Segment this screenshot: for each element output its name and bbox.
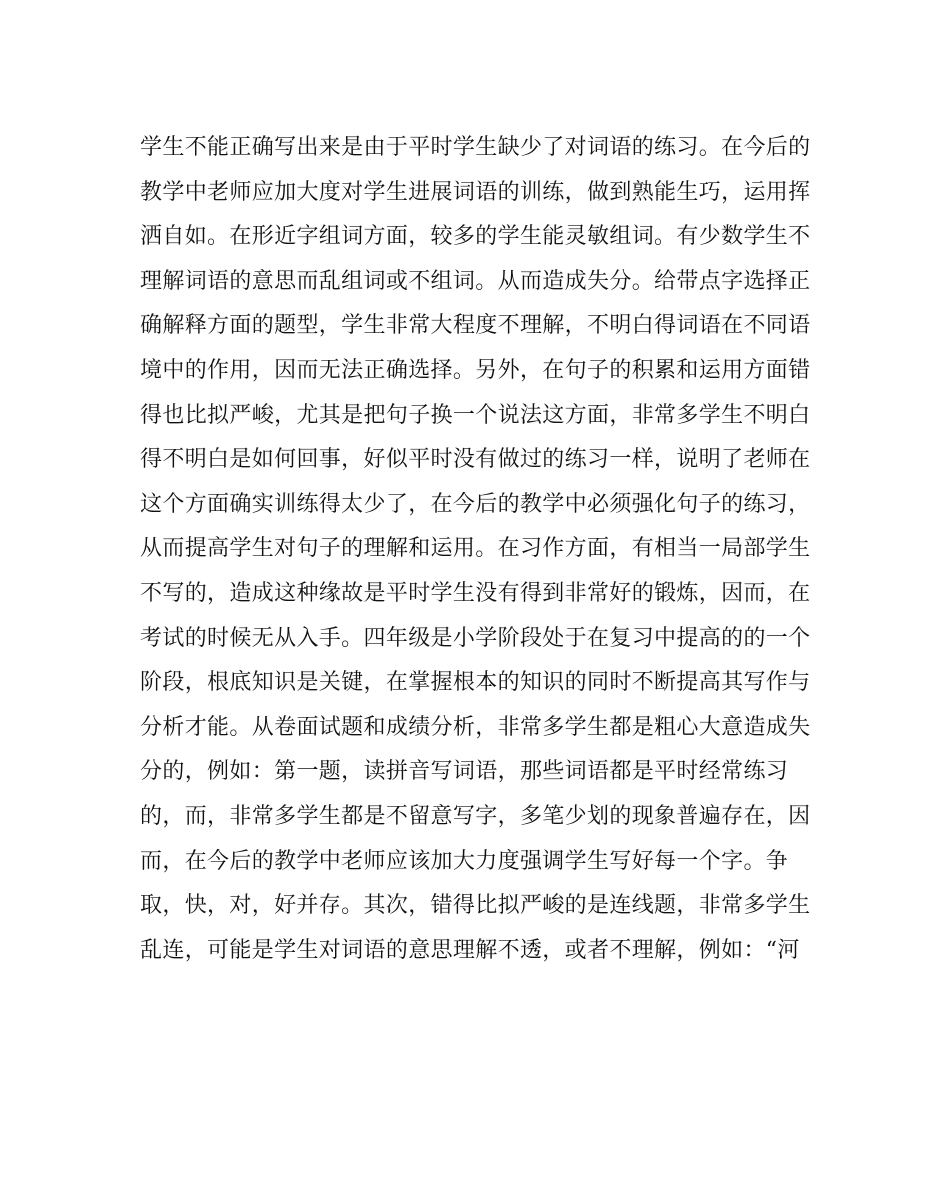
text-line-8: 得不明白是如何回事，好似平时没有做过的练习一样，说明了老师在 [140,447,811,473]
text-line-11: 不写的，造成这种缘故是平时学生没有得到非常好的锻炼，因而，在 [140,580,811,606]
text-line-13: 阶段，根底知识是关键，在掌握根本的知识的同时不断提高其写作与 [140,670,811,696]
text-line-3: 洒自如。在形近字组词方面，较多的学生能灵敏组词。有少数学生不 [140,224,811,250]
text-line-16: 的，而，非常多学生都是不留意写字，多笔少划的现象普遍存在，因 [140,803,811,829]
text-line-14: 分析才能。从卷面试题和成绩分析，非常多学生都是粗心大意造成失 [140,714,811,740]
text-line-2: 教学中老师应加大度对学生进展词语的训练，做到熟能生巧，运用挥 [140,179,811,205]
text-line-6: 境中的作用，因而无法正确选择。另外，在句子的积累和运用方面错 [140,357,811,383]
text-line-9: 这个方面确实训练得太少了，在今后的教学中必须强化句子的练习， [140,491,811,517]
text-line-15: 分的，例如：第一题，读拼音写词语，那些词语都是平时经常练习 [140,759,789,785]
text-line-1: 学生不能正确写出来是由于平时学生缺少了对词语的练习。在今后的 [140,135,811,160]
text-line-5: 确解释方面的题型，学生非常大程度不理解，不明白得词语在不同语 [140,313,811,339]
body-paragraph [140,126,820,973]
text-line-17: 而，在今后的教学中老师应该加大力度强调学生写好每一个字。争 [140,848,789,874]
text-line-7: 得也比拟严峻，尤其是把句子换一个说法这方面，非常多学生不明白 [140,402,811,428]
text-line-4: 理解词语的意思而乱组词或不组词。从而造成失分。给带点字选择正 [140,268,811,294]
text-line-18: 取，快，对，好并存。其次，错得比拟严峻的是连线题，非常多学生 [140,893,811,919]
text-line-12: 考试的时候无从入手。四年级是小学阶段处于在复习中提高的的一个 [140,625,811,651]
text-line-19: 乱连，可能是学生对词语的意思理解不透，或者不理解，例如：“河 [140,937,800,963]
text-line-10: 从而提高学生对句子的理解和运用。在习作方面，有相当一局部学生 [140,536,811,562]
